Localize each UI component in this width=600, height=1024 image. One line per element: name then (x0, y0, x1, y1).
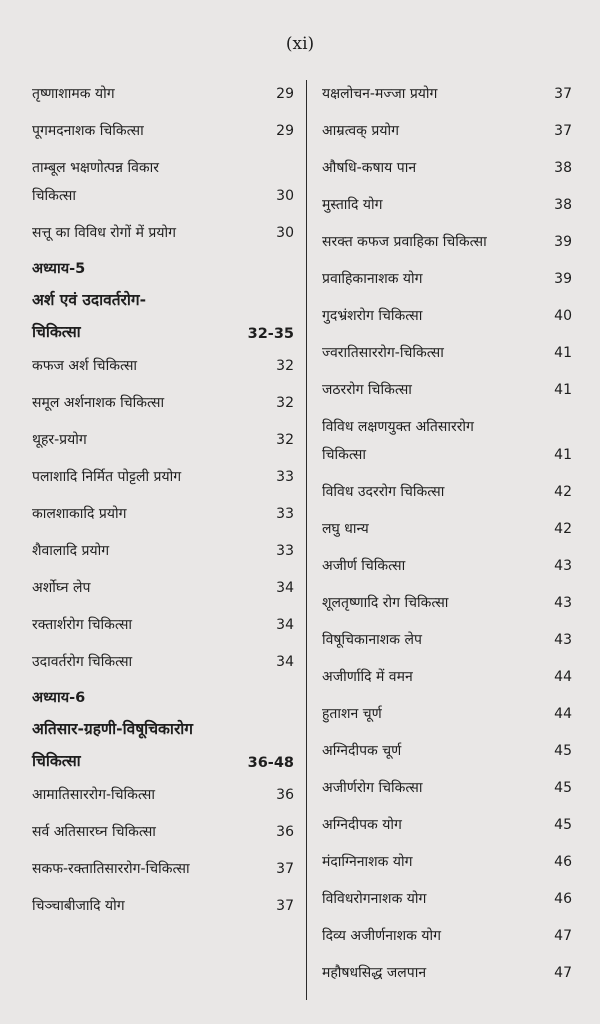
toc-page-number: 29 (276, 123, 294, 139)
toc-page-number: 43 (554, 558, 572, 574)
toc-page-number: 47 (554, 965, 572, 981)
toc-page-number: 39 (554, 271, 572, 287)
toc-entry-title: अजीर्णादि में वमन (322, 669, 413, 685)
chapter-title-continued: चिकित्सा (32, 323, 81, 341)
toc-entry (322, 659, 572, 696)
toc-entry (322, 76, 572, 113)
toc-entry (32, 570, 294, 607)
toc-page-number: 34 (276, 617, 294, 633)
toc-entry (32, 215, 294, 252)
toc-page-number: 30 (276, 188, 294, 204)
toc-page-number: 38 (554, 197, 572, 213)
toc-entry (322, 187, 572, 224)
toc-entry-title: विविध उदररोग चिकित्सा (322, 484, 445, 500)
toc-entry (322, 881, 572, 918)
toc-page-number: 39 (554, 234, 572, 250)
toc-page-number: 41 (554, 382, 572, 398)
toc-entry (32, 644, 294, 681)
toc-entry (322, 298, 572, 335)
toc-entry-title: सकफ-रक्तातिसाररोग-चिकित्सा (32, 861, 190, 877)
toc-entry-title: शूलतृष्णादि रोग चिकित्सा (322, 595, 449, 611)
toc-entry (322, 548, 572, 585)
toc-page-number: 34 (276, 580, 294, 596)
toc-entry (322, 622, 572, 659)
toc-entry-title: हुताशन चूर्ण (322, 706, 382, 722)
toc-entry (32, 851, 294, 888)
toc-page-number: 37 (554, 86, 572, 102)
toc-entry-title: पूगमदनाशक चिकित्सा (32, 123, 144, 139)
toc-entry (322, 733, 572, 770)
toc-entry-title: विषूचिकानाशक लेप (322, 632, 422, 648)
toc-entry-title: दिव्य अजीर्णनाशक योग (322, 928, 441, 944)
toc-entry (322, 844, 572, 881)
toc-entry-title: कालशाकादि प्रयोग (32, 506, 127, 522)
toc-entry-title: अजीर्णरोग चिकित्सा (322, 780, 423, 796)
toc-entry-title: समूल अर्शनाशक चिकित्सा (32, 395, 165, 411)
chapter-page-range: 36-48 (247, 755, 294, 771)
toc-entry-title: अग्निदीपक योग (322, 817, 402, 833)
toc-page-number: 40 (554, 308, 572, 324)
toc-entry (322, 474, 572, 511)
toc-entry-title: अग्निदीपक चूर्ण (322, 743, 402, 759)
toc-entry (32, 777, 294, 814)
toc-entry-title: गुदभ्रंशरोग चिकित्सा (322, 308, 423, 324)
toc-entry-continued (322, 440, 572, 474)
toc-page-number: 36 (276, 787, 294, 803)
toc-entry (32, 385, 294, 422)
toc-page-number: 36 (276, 824, 294, 840)
toc-entry (322, 372, 572, 409)
toc-page-number: 45 (554, 780, 572, 796)
toc-page-number: 42 (554, 521, 572, 537)
toc-entry-title-continued: चिकित्सा (322, 447, 366, 463)
toc-entry-title: मुस्तादि योग (322, 197, 383, 213)
toc-page-number: 43 (554, 632, 572, 648)
toc-page-number: 45 (554, 743, 572, 759)
toc-entry-title: कफज अर्श चिकित्सा (32, 358, 138, 374)
chapter-label: अध्याय-6 (32, 690, 86, 706)
toc-entry (322, 770, 572, 807)
toc-entry-title: उदावर्तरोग चिकित्सा (32, 654, 133, 670)
toc-entry-title: जठररोग चिकित्सा (322, 382, 412, 398)
toc-page-number: 30 (276, 225, 294, 241)
toc-entry (322, 113, 572, 150)
toc-left-column (32, 76, 294, 925)
toc-entry (32, 496, 294, 533)
toc-entry (32, 422, 294, 459)
toc-entry-title: ज्वरातिसाररोग-चिकित्सा (322, 345, 444, 361)
toc-page-number: 33 (276, 543, 294, 559)
toc-entry (322, 511, 572, 548)
toc-page-number: 34 (276, 654, 294, 670)
toc-entry (322, 918, 572, 955)
chapter-page-range: 32-35 (247, 326, 294, 342)
toc-entry-title: शैवालादि प्रयोग (32, 543, 110, 559)
toc-entry-title: यक्षलोचन-मज्जा प्रयोग (322, 86, 438, 102)
toc-page-number: 29 (276, 86, 294, 102)
toc-entry (322, 955, 572, 992)
toc-page-number: 47 (554, 928, 572, 944)
toc-entry-title: रक्तार्शरोग चिकित्सा (32, 617, 133, 633)
toc-entry (32, 348, 294, 385)
toc-entry-title: आमातिसाररोग-चिकित्सा (32, 787, 156, 803)
toc-page-number: 42 (554, 484, 572, 500)
toc-entry (322, 261, 572, 298)
toc-page-number: 32 (276, 432, 294, 448)
toc-entry (32, 113, 294, 150)
toc-entry-title: ताम्बूल भक्षणोत्पन्न विकार (32, 160, 159, 176)
toc-entry (32, 459, 294, 496)
toc-page-number: 46 (554, 854, 572, 870)
toc-page-number: 33 (276, 506, 294, 522)
toc-page-number: 44 (554, 706, 572, 722)
toc-entry-continued (32, 181, 294, 215)
toc-page-number: 44 (554, 669, 572, 685)
toc-entry (322, 150, 572, 187)
toc-entry-title: सत्तू का विविध रोगों में प्रयोग (32, 225, 177, 241)
toc-entry-title: तृष्णाशामक योग (32, 86, 115, 102)
toc-page-number: 37 (276, 861, 294, 877)
toc-page-number: 33 (276, 469, 294, 485)
toc-entry-title: सरक्त कफज प्रवाहिका चिकित्सा (322, 234, 487, 250)
toc-page-number: 32 (276, 358, 294, 374)
toc-page-number: 37 (276, 898, 294, 914)
toc-page-number: 43 (554, 595, 572, 611)
toc-entry-title: विविधरोगनाशक योग (322, 891, 427, 907)
toc-entry-title: सर्व अतिसारघ्न चिकित्सा (32, 824, 156, 840)
toc-entry (322, 335, 572, 372)
toc-entry-title: थूहर-प्रयोग (32, 432, 87, 448)
toc-page-number: 45 (554, 817, 572, 833)
toc-page-number: 46 (554, 891, 572, 907)
toc-entry-title: महौषधसिद्ध जलपान (322, 965, 427, 981)
toc-page-number: 41 (554, 447, 572, 463)
chapter-title: अर्श एवं उदावर्तरोग- (32, 291, 147, 309)
toc-entry (32, 76, 294, 113)
chapter-title-line2 (32, 743, 294, 777)
toc-entry-title: पलाशादि निर्मित पोट्टली प्रयोग (32, 469, 182, 485)
toc-page-number: 32 (276, 395, 294, 411)
column-divider (306, 80, 307, 1000)
toc-entry (322, 696, 572, 733)
toc-entry-title: प्रवाहिकानाशक योग (322, 271, 423, 287)
toc-page-number: 37 (554, 123, 572, 139)
toc-page-number: 38 (554, 160, 572, 176)
toc-right-column (322, 76, 572, 992)
chapter-title: अतिसार-ग्रहणी-विषूचिकारोग (32, 720, 194, 738)
toc-entry (32, 888, 294, 925)
toc-entry (322, 409, 572, 440)
chapter-label: अध्याय-5 (32, 261, 86, 277)
toc-entry (322, 224, 572, 261)
toc-entry-title: चिञ्चाबीजादि योग (32, 898, 125, 914)
toc-entry (32, 814, 294, 851)
toc-entry (32, 150, 294, 181)
toc-entry (32, 533, 294, 570)
page-number: (xi) (285, 34, 315, 54)
toc-entry-title: अजीर्ण चिकित्सा (322, 558, 406, 574)
toc-page-number: 41 (554, 345, 572, 361)
toc-entry-title: आम्रत्वक् प्रयोग (322, 123, 399, 139)
toc-entry (322, 807, 572, 844)
toc-entry-title: अर्शोघ्न लेप (32, 580, 91, 596)
chapter-title-continued: चिकित्सा (32, 752, 81, 770)
toc-entry-title: मंदाग्निनाशक योग (322, 854, 413, 870)
toc-entry (32, 607, 294, 644)
toc-entry-title: विविध लक्षणयुक्त अतिसाररोग (322, 419, 474, 435)
toc-entry-title: लघु धान्य (322, 521, 369, 537)
toc-entry-title: औषधि-कषाय पान (322, 160, 417, 176)
chapter-title-line2 (32, 314, 294, 348)
toc-entry (322, 585, 572, 622)
toc-entry-title-continued: चिकित्सा (32, 188, 76, 204)
